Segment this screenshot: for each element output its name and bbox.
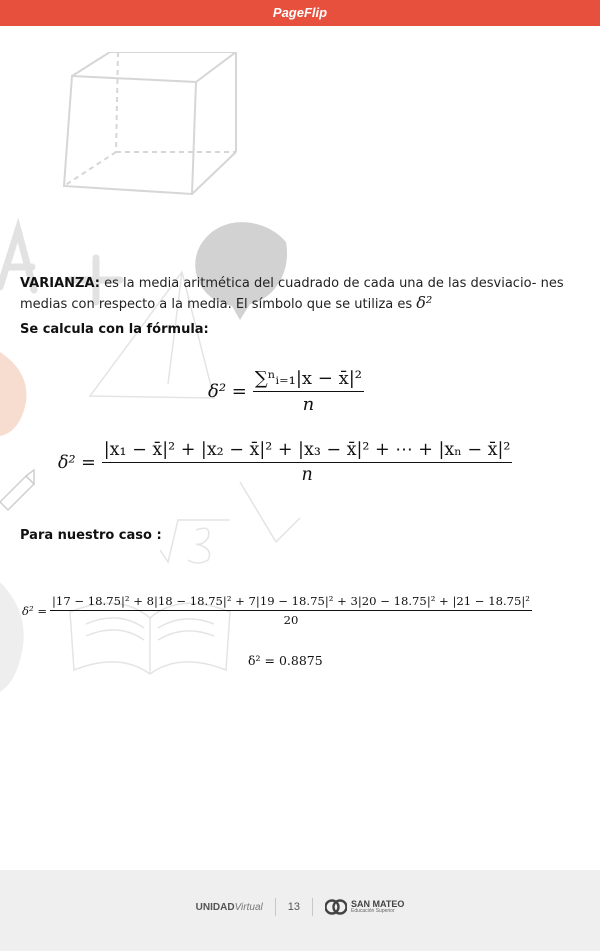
formula2-numerator: |x₁ − x̄|² + |x₂ − x̄|² + |x₃ − x̄|² + ⋯ + |xₙ − x̄|² — [102, 440, 513, 463]
formula1-numerator: ∑ⁿᵢ₌₁|x − x̄|² — [253, 368, 364, 392]
formula-heading: Se calcula con la fórmula: — [20, 322, 209, 337]
document-page — [0, 26, 600, 870]
result-text: δ² = 0.8875 — [248, 653, 323, 668]
case-heading: Para nuestro caso : — [20, 528, 162, 543]
formula-expanded — [58, 440, 512, 485]
footer-divider — [275, 898, 276, 916]
san-mateo-logo: SAN MATEO Educación Superior — [325, 898, 404, 916]
variance-symbol: δ² — [416, 293, 433, 312]
formula3-denominator: 20 — [283, 613, 299, 627]
formula-summation — [208, 368, 364, 415]
formula-case — [22, 594, 532, 627]
formula1-denominator: n — [302, 394, 315, 415]
formula3-numerator: |17 − 18.75|² + 8|18 − 18.75|² + 7|19 − 18.75|² + 3|20 − 18.75|² + |21 − 18.75|² — [50, 594, 532, 611]
formula1-lhs: δ² = — [208, 381, 247, 402]
formula2-denominator: n — [301, 465, 313, 485]
app-title: PageFlip — [272, 5, 328, 20]
page-footer — [0, 870, 600, 951]
formula2-lhs: δ² = — [58, 452, 96, 473]
term-label: VARIANZA: — [20, 276, 100, 291]
footer-divider — [312, 898, 313, 916]
san-mateo-logo-icon — [325, 898, 347, 916]
page-number: 13 — [287, 901, 300, 913]
formula3-lhs: δ² = — [22, 603, 48, 618]
definition-text: es la media aritmética del cuadrado de cada una de las desviacio- nes medias con respecto a la media. El símbolo que se utiliza es — [20, 276, 564, 312]
unidad-virtual-logo: UNIDADVirtual — [195, 901, 263, 913]
app-title-bar — [0, 0, 600, 26]
variance-definition — [20, 274, 565, 314]
variance-result — [248, 653, 323, 668]
